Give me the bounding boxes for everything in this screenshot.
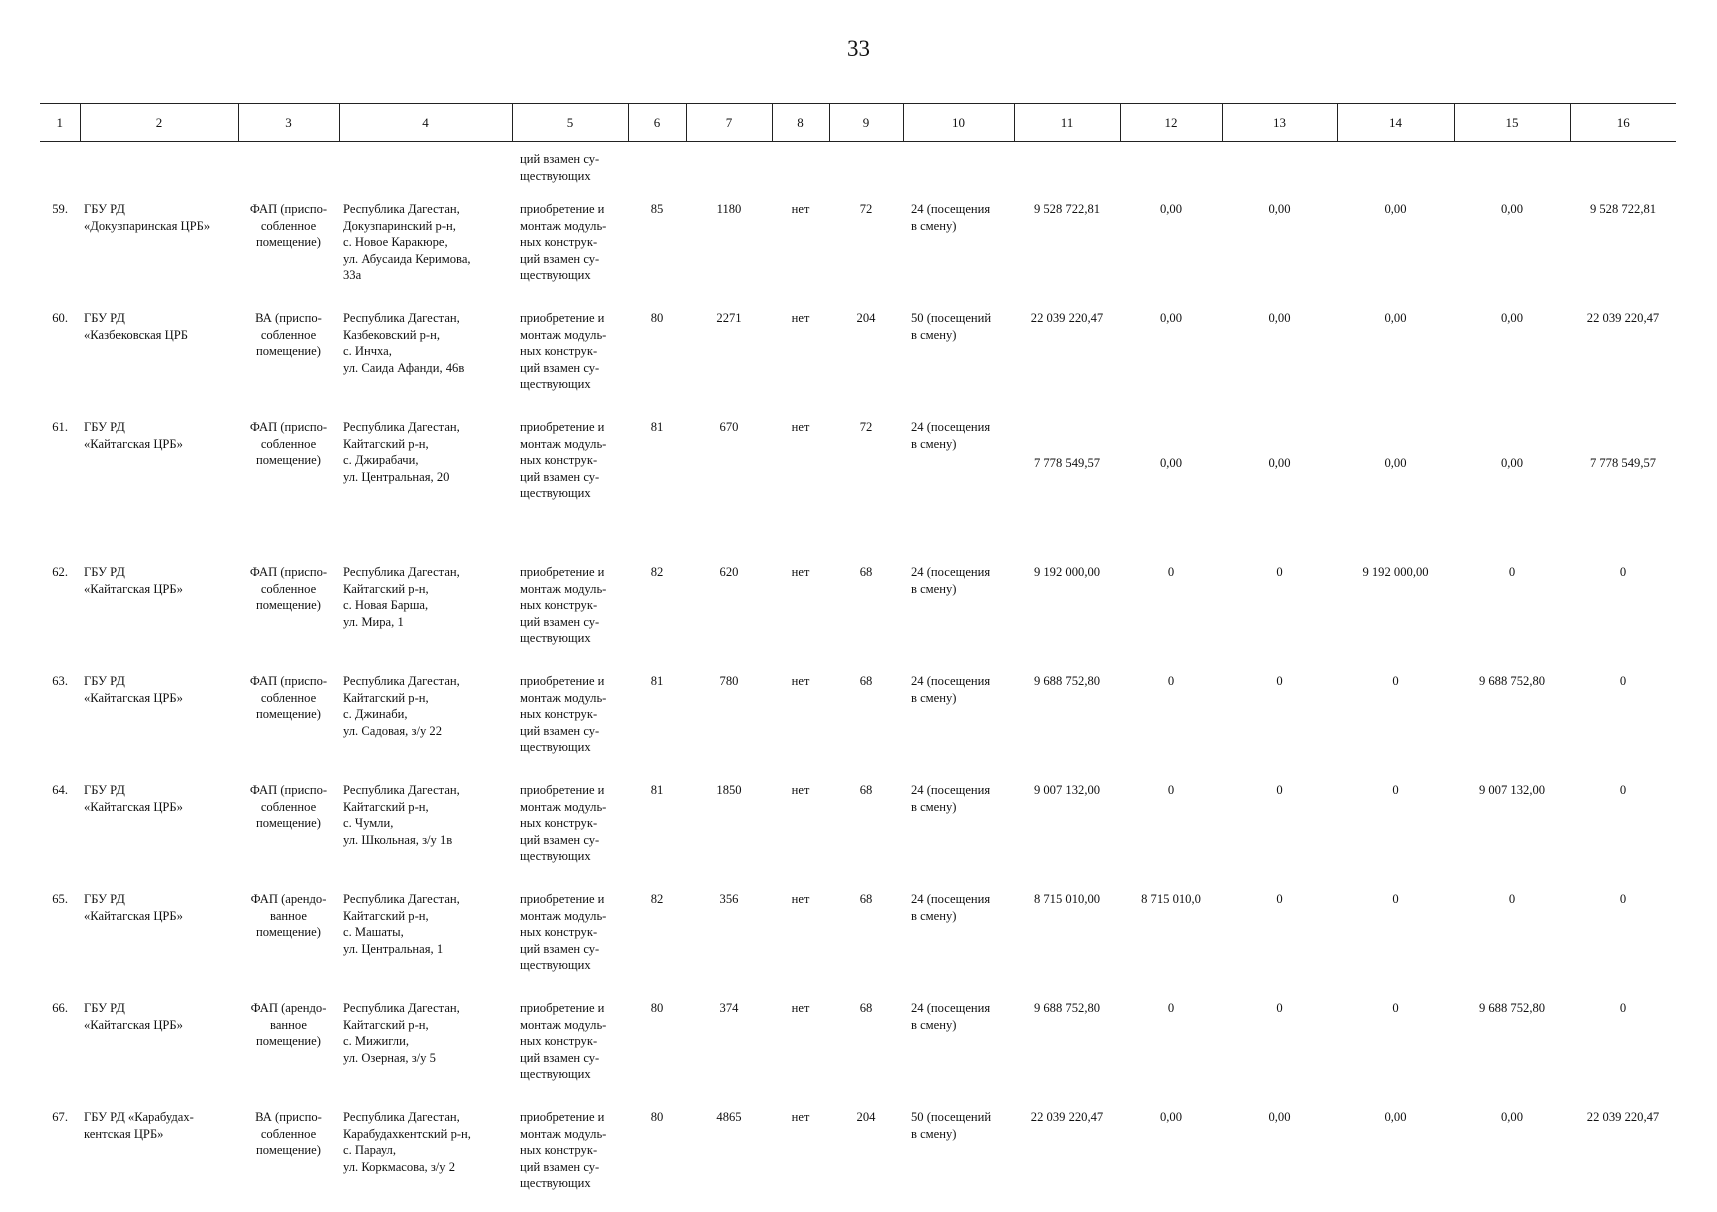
cell-col-6: 81: [650, 420, 664, 434]
address: Республика Дагестан, Кайтагский р-н, с. Мижигли, ул. Озерная, з/у 5: [343, 1001, 460, 1065]
cell-col-6: 80: [650, 1001, 664, 1015]
row-number: 65.: [52, 892, 68, 906]
address: Республика Дагестан, Докузпаринский р-н, с. Новое Каракюре, ул. Абусаида Керимова, 33а: [343, 202, 471, 282]
table-row: [40, 885, 1676, 994]
header-col-9: 9: [829, 104, 903, 142]
cell-col-8: нет: [791, 1110, 810, 1124]
continuation-empty: [40, 142, 512, 196]
facility-type: ФАП (приспо- собленное помещение): [249, 783, 328, 830]
header-col-16: 16: [1570, 104, 1676, 142]
cell-col-7: 1180: [716, 202, 742, 216]
cell-col-15: 0,00: [1500, 311, 1524, 325]
address: Республика Дагестан, Карабудахкентский р-н, с. Параул, ул. Коркмасова, з/у 2: [343, 1110, 471, 1174]
cell-col-15: 0: [1508, 892, 1516, 906]
cell-col-9: 68: [859, 1001, 873, 1015]
cell-col-11: 8 715 010,00: [1033, 892, 1101, 906]
page-number: 33: [847, 36, 870, 61]
capacity: 24 (посещения в смену): [911, 783, 991, 814]
table-row: [40, 667, 1676, 776]
facility-type: ФАП (приспо- собленное помещение): [249, 565, 328, 612]
cell-col-12: 0: [1167, 783, 1175, 797]
continuation-row: [40, 142, 1676, 196]
work-description: приобретение и монтаж модуль- ных конструк- ций взамен су- ществующих: [520, 311, 607, 391]
organization: ГБУ РД «Кайтагская ЦРБ»: [84, 892, 183, 923]
facilities-table: [40, 103, 1676, 1212]
cell-col-14: 0,00: [1384, 456, 1407, 470]
work-description: приобретение и монтаж модуль- ных конструк- ций взамен су- ществующих: [520, 1001, 607, 1081]
cell-col-14: 0: [1392, 1001, 1399, 1015]
header-col-4: 4: [339, 104, 512, 142]
work-description: приобретение и монтаж модуль- ных конструк- ций взамен су- ществующих: [520, 1110, 607, 1190]
cell-col-16: 0: [1619, 892, 1627, 906]
facility-type: ФАП (арендо- ванное помещение): [250, 1001, 327, 1048]
cell-col-9: 72: [859, 202, 873, 216]
header-col-14: 14: [1337, 104, 1454, 142]
organization: ГБУ РД «Кайтагская ЦРБ»: [84, 1001, 183, 1032]
continuation-work-text: ций взамен су- ществующих: [520, 152, 600, 183]
capacity: 50 (посещений в смену): [911, 311, 992, 342]
cell-col-14: 9 192 000,00: [1362, 565, 1429, 579]
row-number: 67.: [52, 1110, 68, 1124]
cell-col-14: 0,00: [1384, 1110, 1407, 1124]
cell-col-16: 22 039 220,47: [1586, 1110, 1660, 1124]
row-number: 64.: [52, 783, 68, 797]
organization: ГБУ РД «Кайтагская ЦРБ»: [84, 674, 183, 705]
header-col-13: 13: [1222, 104, 1337, 142]
address: Республика Дагестан, Кайтагский р-н, с. Машаты, ул. Центральная, 1: [343, 892, 460, 956]
cell-col-11: 9 528 722,81: [1033, 202, 1101, 216]
cell-col-9: 204: [856, 311, 876, 325]
cell-col-8: нет: [791, 311, 810, 325]
cell-col-13: 0: [1276, 783, 1283, 797]
cell-col-6: 80: [650, 1110, 664, 1124]
row-number: 66.: [52, 1001, 68, 1015]
work-description: приобретение и монтаж модуль- ных конструк- ций взамен су- ществующих: [520, 783, 607, 863]
facility-type: ФАП (приспо- собленное помещение): [249, 674, 328, 721]
cell-col-8: нет: [791, 674, 810, 688]
cell-col-6: 85: [650, 202, 664, 216]
capacity: 24 (посещения в смену): [911, 1001, 991, 1032]
cell-col-8: нет: [791, 1001, 810, 1015]
work-description: приобретение и монтаж модуль- ных конструк- ций взамен су- ществующих: [520, 565, 607, 645]
organization: ГБУ РД «Кайтагская ЦРБ»: [84, 565, 183, 596]
cell-col-8: нет: [791, 420, 810, 434]
address: Республика Дагестан, Кайтагский р-н, с. Чумли, ул. Школьная, з/у 1в: [343, 783, 460, 847]
cell-col-7: 780: [719, 674, 739, 688]
cell-col-16: 0: [1619, 674, 1627, 688]
header-row: [40, 104, 1676, 142]
cell-col-12: 0,00: [1159, 202, 1183, 216]
cell-col-8: нет: [791, 202, 810, 216]
cell-col-9: 68: [859, 565, 873, 579]
cell-col-7: 670: [719, 420, 739, 434]
cell-col-16: 0: [1619, 565, 1627, 579]
table-row: [40, 776, 1676, 885]
cell-col-12: 0: [1167, 1001, 1175, 1015]
cell-col-14: 0,00: [1384, 202, 1407, 216]
cell-col-11: 9 688 752,80: [1033, 674, 1101, 688]
cell-col-15: 0: [1508, 565, 1516, 579]
table-row: [40, 1103, 1676, 1212]
cell-col-6: 80: [650, 311, 664, 325]
cell-col-13: 0,00: [1268, 202, 1291, 216]
facility-type: ФАП (арендо- ванное помещение): [250, 892, 327, 939]
cell-col-6: 81: [650, 783, 664, 797]
organization: ГБУ РД «Докузпаринская ЦРБ»: [84, 202, 211, 233]
cell-col-6: 82: [650, 892, 664, 906]
capacity: 50 (посещений в смену): [911, 1110, 992, 1141]
cell-col-14: 0: [1392, 674, 1399, 688]
cell-col-8: нет: [791, 783, 810, 797]
cell-col-8: нет: [791, 565, 810, 579]
row-number: 59.: [52, 202, 68, 216]
cell-col-11: 22 039 220,47: [1030, 311, 1104, 325]
cell-col-15: 0,00: [1500, 1110, 1524, 1124]
facility-type: ФАП (приспо- собленное помещение): [249, 420, 328, 467]
cell-col-15: 9 688 752,80: [1478, 1001, 1546, 1015]
facility-type: ВА (приспо- собленное помещение): [255, 311, 322, 358]
cell-col-16: 0: [1619, 1001, 1627, 1015]
header-col-12: 12: [1120, 104, 1222, 142]
cell-col-16: 7 778 549,57: [1589, 456, 1657, 470]
organization: ГБУ РД «Казбековская ЦРБ: [84, 311, 188, 342]
cell-col-13: 0: [1276, 1001, 1283, 1015]
header-col-6: 6: [628, 104, 686, 142]
cell-col-9: 204: [856, 1110, 876, 1124]
cell-col-6: 81: [650, 674, 664, 688]
cell-col-8: нет: [791, 892, 810, 906]
cell-col-9: 72: [859, 420, 873, 434]
cell-col-12: 0,00: [1159, 456, 1183, 470]
table-row: [40, 558, 1676, 667]
organization: ГБУ РД «Кайтагская ЦРБ»: [84, 783, 183, 814]
cell-col-7: 2271: [716, 311, 742, 325]
cell-col-7: 4865: [716, 1110, 742, 1124]
header-col-10: 10: [903, 104, 1014, 142]
cell-col-13: 0,00: [1268, 311, 1291, 325]
header-col-15: 15: [1454, 104, 1570, 142]
capacity: 24 (посещения в смену): [911, 420, 991, 451]
header-col-2: 2: [80, 104, 238, 142]
cell-col-11: 7 778 549,57: [1033, 456, 1101, 470]
cell-col-7: 374: [719, 1001, 739, 1015]
cell-col-12: 0: [1167, 565, 1175, 579]
table-row: [40, 413, 1676, 558]
header-col-11: 11: [1014, 104, 1120, 142]
cell-col-13: 0,00: [1268, 456, 1291, 470]
continuation-empty-right: [628, 142, 1676, 196]
cell-col-11: 9 192 000,00: [1033, 565, 1101, 579]
cell-col-7: 356: [719, 892, 739, 906]
table-row: [40, 994, 1676, 1103]
cell-col-7: 620: [719, 565, 739, 579]
header-col-5: 5: [512, 104, 628, 142]
cell-col-11: 9 007 132,00: [1033, 783, 1101, 797]
cell-col-14: 0: [1392, 783, 1399, 797]
address: Республика Дагестан, Кайтагский р-н, с. Джирабачи, ул. Центральная, 20: [343, 420, 460, 484]
cell-col-11: 22 039 220,47: [1030, 1110, 1104, 1124]
cell-col-13: 0: [1276, 565, 1283, 579]
cell-col-12: 0: [1167, 674, 1175, 688]
header-col-3: 3: [238, 104, 339, 142]
cell-col-13: 0,00: [1268, 1110, 1291, 1124]
work-description: приобретение и монтаж модуль- ных конструк- ций взамен су- ществующих: [520, 674, 607, 754]
row-number: 63.: [52, 674, 68, 688]
organization: ГБУ РД «Карабудах- кентская ЦРБ»: [84, 1110, 194, 1141]
cell-col-12: 8 715 010,0: [1141, 892, 1201, 906]
work-description: приобретение и монтаж модуль- ных конструк- ций взамен су- ществующих: [520, 420, 607, 500]
row-number: 61.: [52, 420, 68, 434]
cell-col-14: 0: [1392, 892, 1399, 906]
cell-col-16: 0: [1619, 783, 1627, 797]
cell-col-9: 68: [859, 783, 873, 797]
cell-col-15: 0,00: [1500, 456, 1524, 470]
cell-col-7: 1850: [716, 783, 742, 797]
row-number: 62.: [52, 565, 68, 579]
cell-col-15: 0,00: [1500, 202, 1524, 216]
header-col-7: 7: [686, 104, 772, 142]
address: Республика Дагестан, Кайтагский р-н, с. Джинаби, ул. Садовая, з/у 22: [343, 674, 460, 738]
capacity: 24 (посещения в смену): [911, 892, 991, 923]
cell-col-9: 68: [859, 674, 873, 688]
capacity: 24 (посещения в смену): [911, 674, 991, 705]
table-row: [40, 195, 1676, 304]
header-col-1: 1: [40, 104, 80, 142]
work-description: приобретение и монтаж модуль- ных конструк- ций взамен су- ществующих: [520, 202, 607, 282]
cell-col-15: 9 007 132,00: [1478, 783, 1546, 797]
table-row: [40, 304, 1676, 413]
cell-col-14: 0,00: [1384, 311, 1407, 325]
organization: ГБУ РД «Кайтагская ЦРБ»: [84, 420, 183, 451]
cell-col-15: 9 688 752,80: [1478, 674, 1546, 688]
row-number: 60.: [52, 311, 68, 325]
cell-col-13: 0: [1276, 892, 1283, 906]
work-description: приобретение и монтаж модуль- ных конструк- ций взамен су- ществующих: [520, 892, 607, 972]
cell-col-16: 9 528 722,81: [1589, 202, 1657, 216]
cell-col-6: 82: [650, 565, 664, 579]
cell-col-13: 0: [1276, 674, 1283, 688]
cell-col-11: 9 688 752,80: [1033, 1001, 1101, 1015]
address: Республика Дагестан, Казбековский р-н, с. Инчха, ул. Саида Афанди, 46в: [343, 311, 465, 375]
cell-col-9: 68: [859, 892, 873, 906]
cell-col-16: 22 039 220,47: [1586, 311, 1660, 325]
header-col-8: 8: [772, 104, 829, 142]
facility-type: ФАП (приспо- собленное помещение): [249, 202, 328, 249]
facility-type: ВА (приспо- собленное помещение): [255, 1110, 322, 1157]
capacity: 24 (посещения в смену): [911, 202, 991, 233]
capacity: 24 (посещения в смену): [911, 565, 991, 596]
cell-col-12: 0,00: [1159, 311, 1183, 325]
address: Республика Дагестан, Кайтагский р-н, с. Новая Барша, ул. Мира, 1: [343, 565, 460, 629]
cell-col-12: 0,00: [1159, 1110, 1183, 1124]
